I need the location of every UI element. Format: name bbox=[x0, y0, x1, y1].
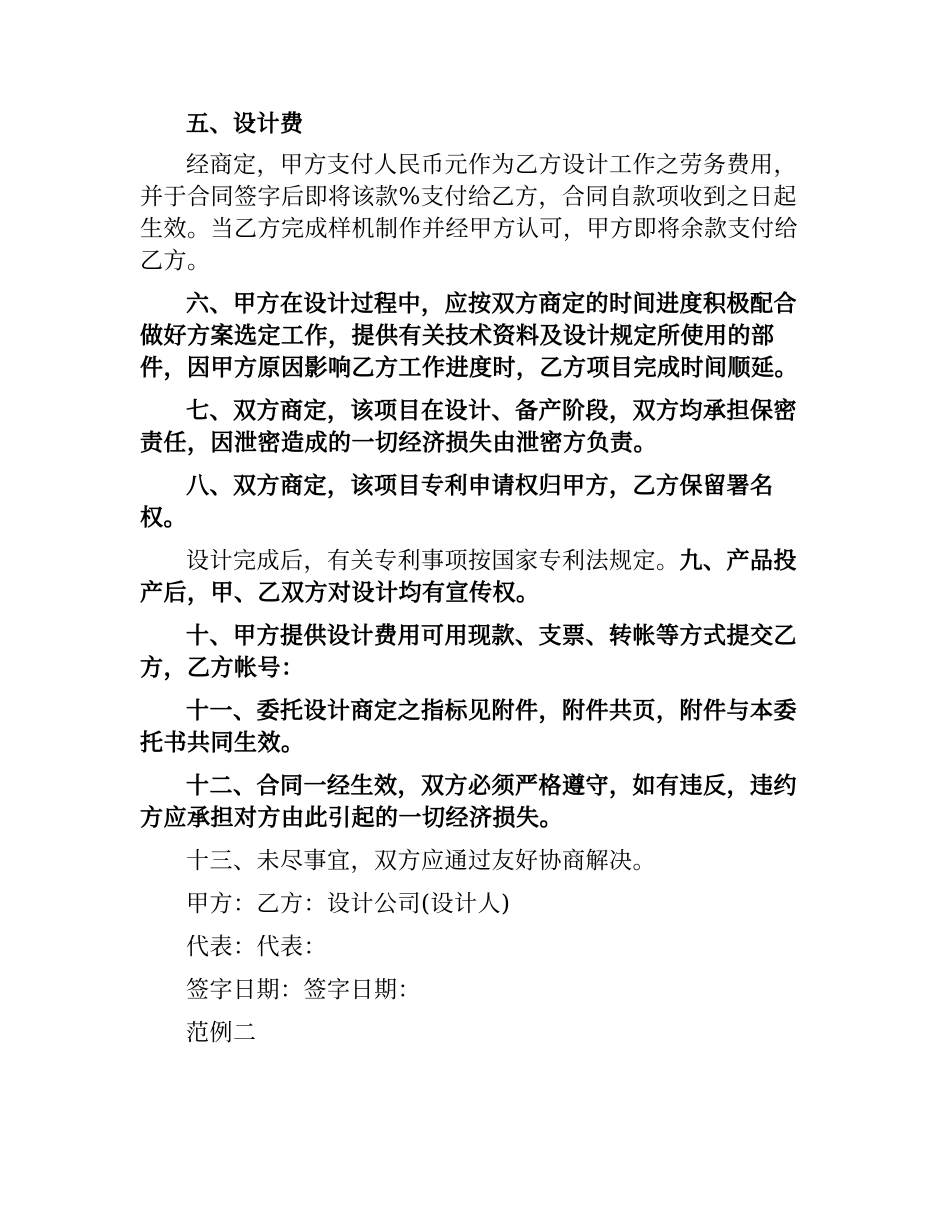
parties-line: 甲方：乙方：设计公司(设计人) bbox=[186, 891, 511, 917]
section-13-paragraph: 十三、未尽事宜，双方应通过友好协商解决。 bbox=[186, 848, 656, 874]
section-8-9-paragraph bbox=[140, 545, 820, 609]
section-5-body: 经商定，甲方支付人民币元作为乙方设计工作之劳务费用，并于合同签字后即将该款%支付给乙方，合同自款项收到之日起生效。当乙方完成样机制作并经甲方认可，甲方即将余款支付给乙方。 bbox=[140, 152, 798, 274]
section-7-paragraph: 七、双方商定，该项目在设计、备产阶段，双方均承担保密责任，因泄密造成的一切经济损失由泄密方负责。 bbox=[140, 397, 797, 456]
patent-note-text: 设计完成后，有关专利事项按国家专利法规定。 bbox=[186, 548, 680, 574]
example-title: 范例二 bbox=[186, 1020, 257, 1046]
section-12-paragraph: 十二、合同一经生效，双方必须严格遵守，如有违反，违约方应承担对方由此引起的一切经济损失。 bbox=[140, 772, 797, 831]
section-11-paragraph: 十一、委托设计商定之指标见附件，附件共页，附件与本委托书共同生效。 bbox=[140, 697, 797, 756]
section-9-text: 九、产品投产后，甲、乙双方对设计均有宣传权。 bbox=[140, 547, 797, 606]
section-8-paragraph: 八、双方商定，该项目专利申请权归甲方，乙方保留署名权。 bbox=[140, 472, 774, 531]
sign-dates-line: 签字日期：签字日期： bbox=[186, 977, 421, 1003]
section-10-paragraph: 十、甲方提供设计费用可用现款、支票、转帐等方式提交乙方，乙方帐号： bbox=[140, 622, 797, 681]
section-6-paragraph: 六、甲方在设计过程中，应按双方商定的时间进度积极配合做好方案选定工作，提供有关技术资料及设计规定所使用的部件，因甲方原因影响乙方工作进度时，乙方项目完成时间顺延。 bbox=[140, 290, 798, 381]
section-5-title: 五、设计费 bbox=[186, 110, 304, 137]
document-content bbox=[140, 108, 820, 1060]
representatives-line: 代表：代表： bbox=[186, 934, 327, 960]
